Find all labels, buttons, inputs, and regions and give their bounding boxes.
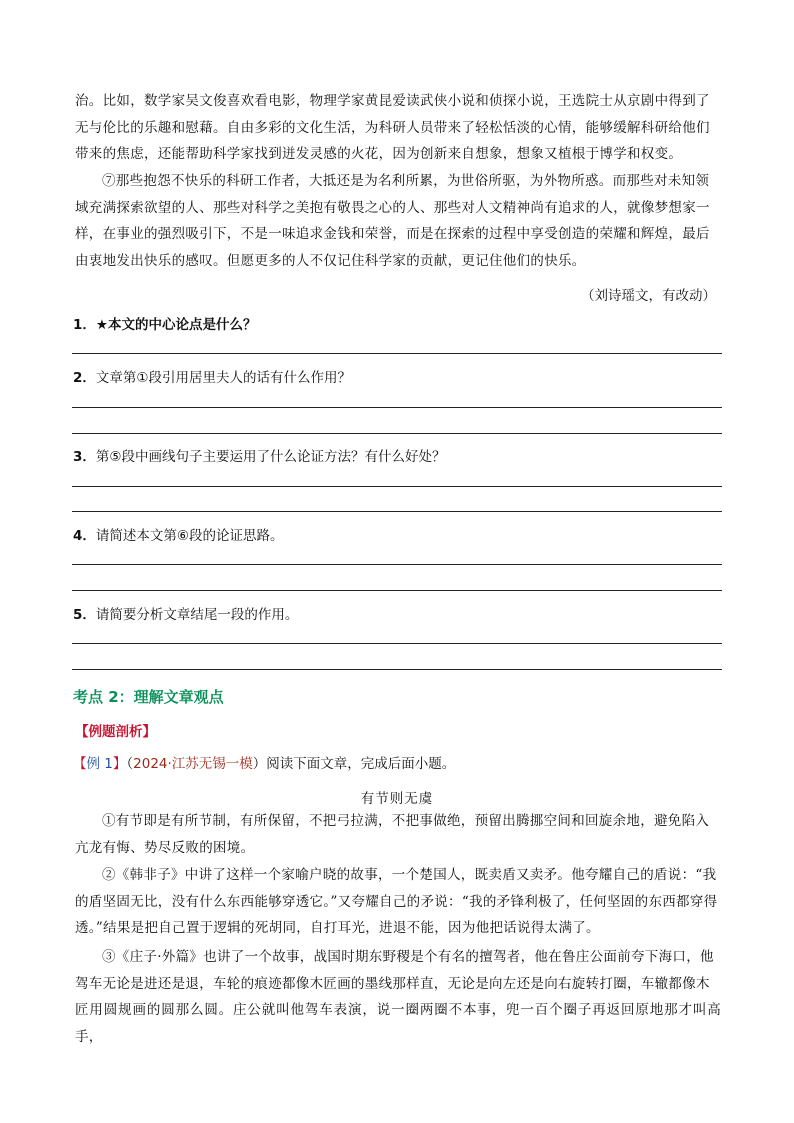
text-line: ①有节即是有所节制，有所保留，不把弓拉满，不把事做绝，预留出腾挪空间和回旋余地，避免陷入 (102, 813, 710, 829)
question-number: 1． (73, 317, 96, 333)
question-text: ★本文的中心论点是什么？ (95, 317, 257, 333)
answer-line[interactable] (72, 643, 722, 644)
text-line: 匠用圆规画的圆那么圆。庄公就叫他驾车表演，说一圈两圈不本事，兜一百个圈子再返回原地那才叫高手， (75, 1002, 721, 1045)
answer-line[interactable] (72, 407, 722, 408)
section-heading: 考点 2：理解文章观点 (73, 688, 224, 706)
text-line: ②《韩非子》中讲了这样一个家喻户晓的故事，一个楚国人，既卖盾又卖矛。他夸耀自己的盾说：“我 (102, 867, 717, 883)
question-5 (73, 603, 298, 623)
example-tag: 例 1 (86, 756, 113, 772)
answer-line[interactable] (72, 353, 722, 354)
example-tag-open: 【 (73, 756, 87, 772)
question-number: 4． (73, 528, 96, 544)
text-line: 治。比如，数学家吴文俊喜欢看电影，物理学家黄昆爱读武侠小说和侦探小说，王选院士从京剧中得到了 (75, 93, 710, 109)
article-paragraph-1 (75, 808, 721, 861)
text-line: 驾车无论是进还是退，车轮的痕迹都像木匠画的墨线那样直，无论是向左还是向右旋转打圈，车辙都像木 (75, 975, 710, 992)
text-line: ⑦那些抱怨不快乐的科研工作者，大抵还是为名利所累，为世俗所驱，为外物所惑。而那些对未知领 (102, 173, 710, 189)
answer-line[interactable] (72, 590, 722, 591)
source-close: ） (252, 756, 267, 772)
answer-line[interactable] (72, 669, 722, 670)
passage-paragraph-6-end (75, 88, 721, 168)
question-2 (73, 366, 351, 386)
question-number: 5． (73, 607, 96, 623)
text-line: 透。”结果是把自己置于逻辑的死胡同，自打耳光，进退不能，因为他把话说得太满了。 (75, 920, 600, 936)
question-1 (73, 313, 257, 333)
question-text: 请简要分析文章结尾一段的作用。 (95, 607, 299, 623)
article-paragraph-2 (75, 862, 721, 942)
example-source: 2024·江苏无锡一模 (133, 756, 253, 772)
answer-line[interactable] (72, 433, 722, 434)
example-analysis-label: 【例题剖析】 (75, 724, 156, 740)
question-number: 2． (73, 370, 96, 386)
passage-source: （刘诗瑶文，有改动） (581, 288, 716, 304)
text-line: 的盾坚固无比，没有什么东西能够穿透它。”又夸耀自己的矛说：“我的矛锋利极了，任何坚固的东西都穿得 (75, 893, 718, 910)
example-instruction: 阅读下面文章，完成后面小题。 (266, 756, 456, 772)
text-line: 域充满探索欲望的人、那些对科学之美抱有敬畏之心的人、那些对人文精神尚有追求的人，就像梦想家一 (75, 199, 710, 216)
article-paragraph-3 (75, 944, 721, 1050)
question-text: 文章第①段引用居里夫人的话有什么作用？ (95, 370, 352, 386)
question-number: 3． (73, 449, 96, 465)
article-title: 有节则无虞 (360, 791, 434, 807)
question-4 (73, 524, 284, 544)
source-open: （ (126, 756, 134, 772)
example-intro (73, 752, 455, 772)
passage-paragraph-7 (75, 168, 721, 274)
example-tag-close: 】 (112, 756, 127, 772)
question-3 (73, 445, 446, 465)
text-line: 样，在事业的强烈吸引下，不是一味追求金钱和荣誉，而是在探索的过程中享受创造的荣耀和辉煌，最后 (75, 226, 710, 242)
text-line: 由衷地发出快乐的感叹。但愿更多的人不仅记住科学家的贡献，更记住他们的快乐。 (75, 252, 586, 269)
text-line: 带来的焦虑，还能帮助科学家找到迸发灵感的火花，因为创新来自想象，想象又植根于博学和权变。 (75, 146, 683, 162)
text-line: 亢龙有悔、势尽反败的困境。 (75, 839, 255, 856)
answer-line[interactable] (72, 511, 722, 512)
text-line: ③《庄子·外篇》也讲了一个故事，战国时期东野稷是个有名的擅驾者，他在鲁庄公面前夸下海口，他 (102, 949, 714, 965)
answer-line[interactable] (72, 564, 722, 565)
text-line: 无与伦比的乐趣和慰藉。自由多彩的文化生活，为科研人员带来了轻松恬淡的心情，能够缓解科研给他们 (75, 119, 710, 136)
question-text: 请简述本文第⑥段的论证思路。 (95, 528, 284, 544)
question-text: 第⑤段中画线句子主要运用了什么论证方法？有什么好处？ (95, 449, 446, 465)
answer-line[interactable] (72, 486, 722, 487)
